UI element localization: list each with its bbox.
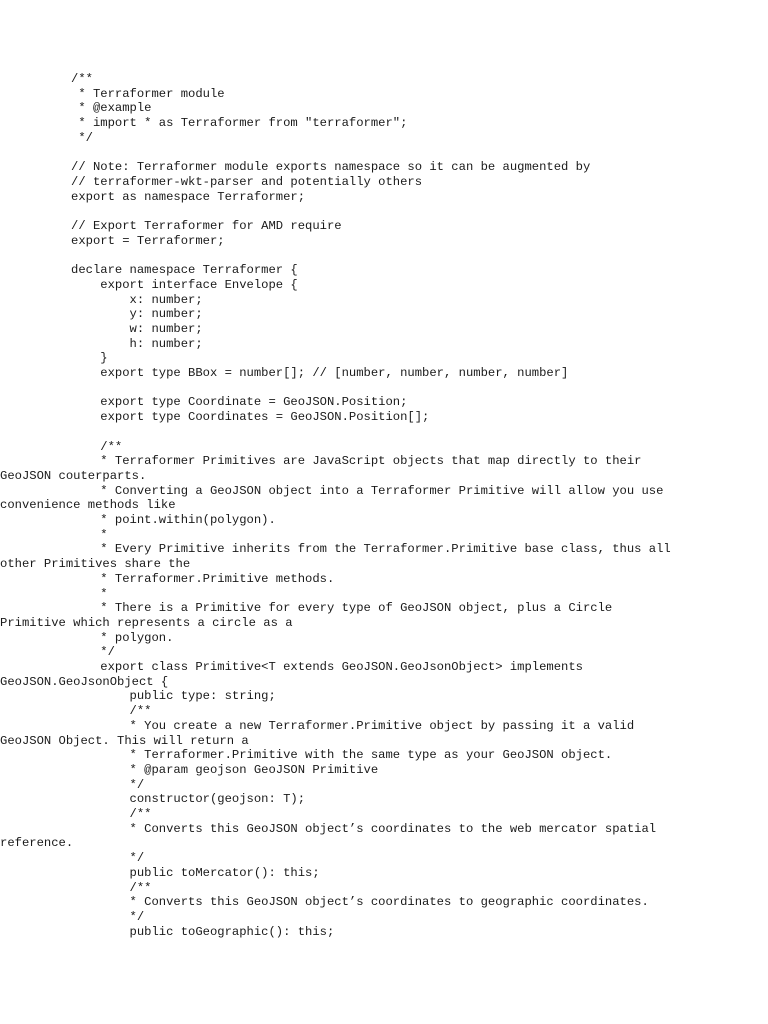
code-line: // terraformer-wkt-parser and potentially others <box>71 174 423 189</box>
code-line: * There is a Primitive for every type of GeoJSON object, plus a Circle <box>71 601 613 616</box>
code-line: /** <box>71 704 152 719</box>
code-line: declare namespace Terraformer { <box>71 263 298 278</box>
code-line: * import * as Terraformer from "terraformer"; <box>71 116 408 131</box>
code-line: * polygon. <box>71 630 174 645</box>
code-line-continuation: convenience methods like <box>0 498 176 513</box>
code-line: export type BBox = number[]; // [number, number, number, number] <box>71 366 569 381</box>
code-line: public toMercator(): this; <box>71 865 320 880</box>
code-line: */ <box>71 910 145 924</box>
code-line: export as namespace Terraformer; <box>71 189 306 204</box>
code-line <box>71 425 711 440</box>
code-line-continuation: reference. <box>0 836 74 851</box>
code-line: */ <box>71 777 145 792</box>
code-line-continuation: GeoJSON couterparts. <box>0 468 147 483</box>
code-line: * @param geojson GeoJSON Primitive <box>71 762 379 777</box>
code-line: * point.within(polygon). <box>71 513 276 528</box>
code-listing <box>0 72 711 939</box>
code-line: /** <box>71 439 123 454</box>
code-line: * Converting a GeoJSON object into a Terraformer Primitive will allow you use <box>71 483 664 498</box>
code-line: export interface Envelope { <box>71 277 298 292</box>
code-line: y: number; <box>71 307 203 322</box>
code-line: } <box>71 351 108 366</box>
code-line: * Terraformer module <box>71 86 225 101</box>
code-line: /** <box>71 807 152 822</box>
code-line: public toGeographic(): this; <box>71 924 335 939</box>
code-line: * Terraformer.Primitive methods. <box>71 571 335 586</box>
code-line: export type Coordinates = GeoJSON.Position[]; <box>71 410 430 425</box>
code-line <box>71 381 711 396</box>
code-line: * Terraformer Primitives are JavaScript objects that map directly to their <box>71 454 642 469</box>
code-line: // Note: Terraformer module exports namespace so it can be augmented by <box>71 160 591 175</box>
code-line: export = Terraformer; <box>71 233 225 248</box>
code-line-continuation: GeoJSON.GeoJsonObject { <box>0 674 169 689</box>
code-line <box>71 248 711 263</box>
code-line: * <box>71 586 108 601</box>
code-line: constructor(geojson: T); <box>71 792 306 807</box>
code-line: x: number; <box>71 292 203 307</box>
code-line: * Converts this GeoJSON object’s coordinates to geographic coordinates. <box>71 895 649 910</box>
code-line: * Converts this GeoJSON object’s coordinates to the web mercator spatial <box>71 821 657 836</box>
code-line: /** <box>71 72 93 86</box>
code-line: * @example <box>71 101 152 116</box>
code-line-continuation: other Primitives share the <box>0 557 191 572</box>
code-line: * You create a new Terraformer.Primitive object by passing it a valid <box>71 718 635 733</box>
code-line: * <box>71 527 108 542</box>
code-line: * Every Primitive inherits from the Terraformer.Primitive base class, thus all <box>71 542 671 557</box>
code-line: w: number; <box>71 321 203 336</box>
code-line: */ <box>71 130 93 145</box>
code-line <box>71 204 711 219</box>
code-line: export type Coordinate = GeoJSON.Position; <box>71 395 408 410</box>
code-line <box>71 146 711 161</box>
code-line: // Export Terraformer for AMD require <box>71 219 342 233</box>
code-line: public type: string; <box>71 689 276 704</box>
code-line: h: number; <box>71 336 203 351</box>
code-line: export class Primitive<T extends GeoJSON.GeoJsonObject> implements <box>71 660 583 675</box>
code-line-continuation: GeoJSON Object. This will return a <box>0 733 249 748</box>
code-line: */ <box>71 851 145 866</box>
code-line-continuation: Primitive which represents a circle as a <box>0 615 293 630</box>
code-line: * Terraformer.Primitive with the same type as your GeoJSON object. <box>71 748 613 763</box>
code-line: */ <box>71 645 115 660</box>
code-line: /** <box>71 880 152 895</box>
